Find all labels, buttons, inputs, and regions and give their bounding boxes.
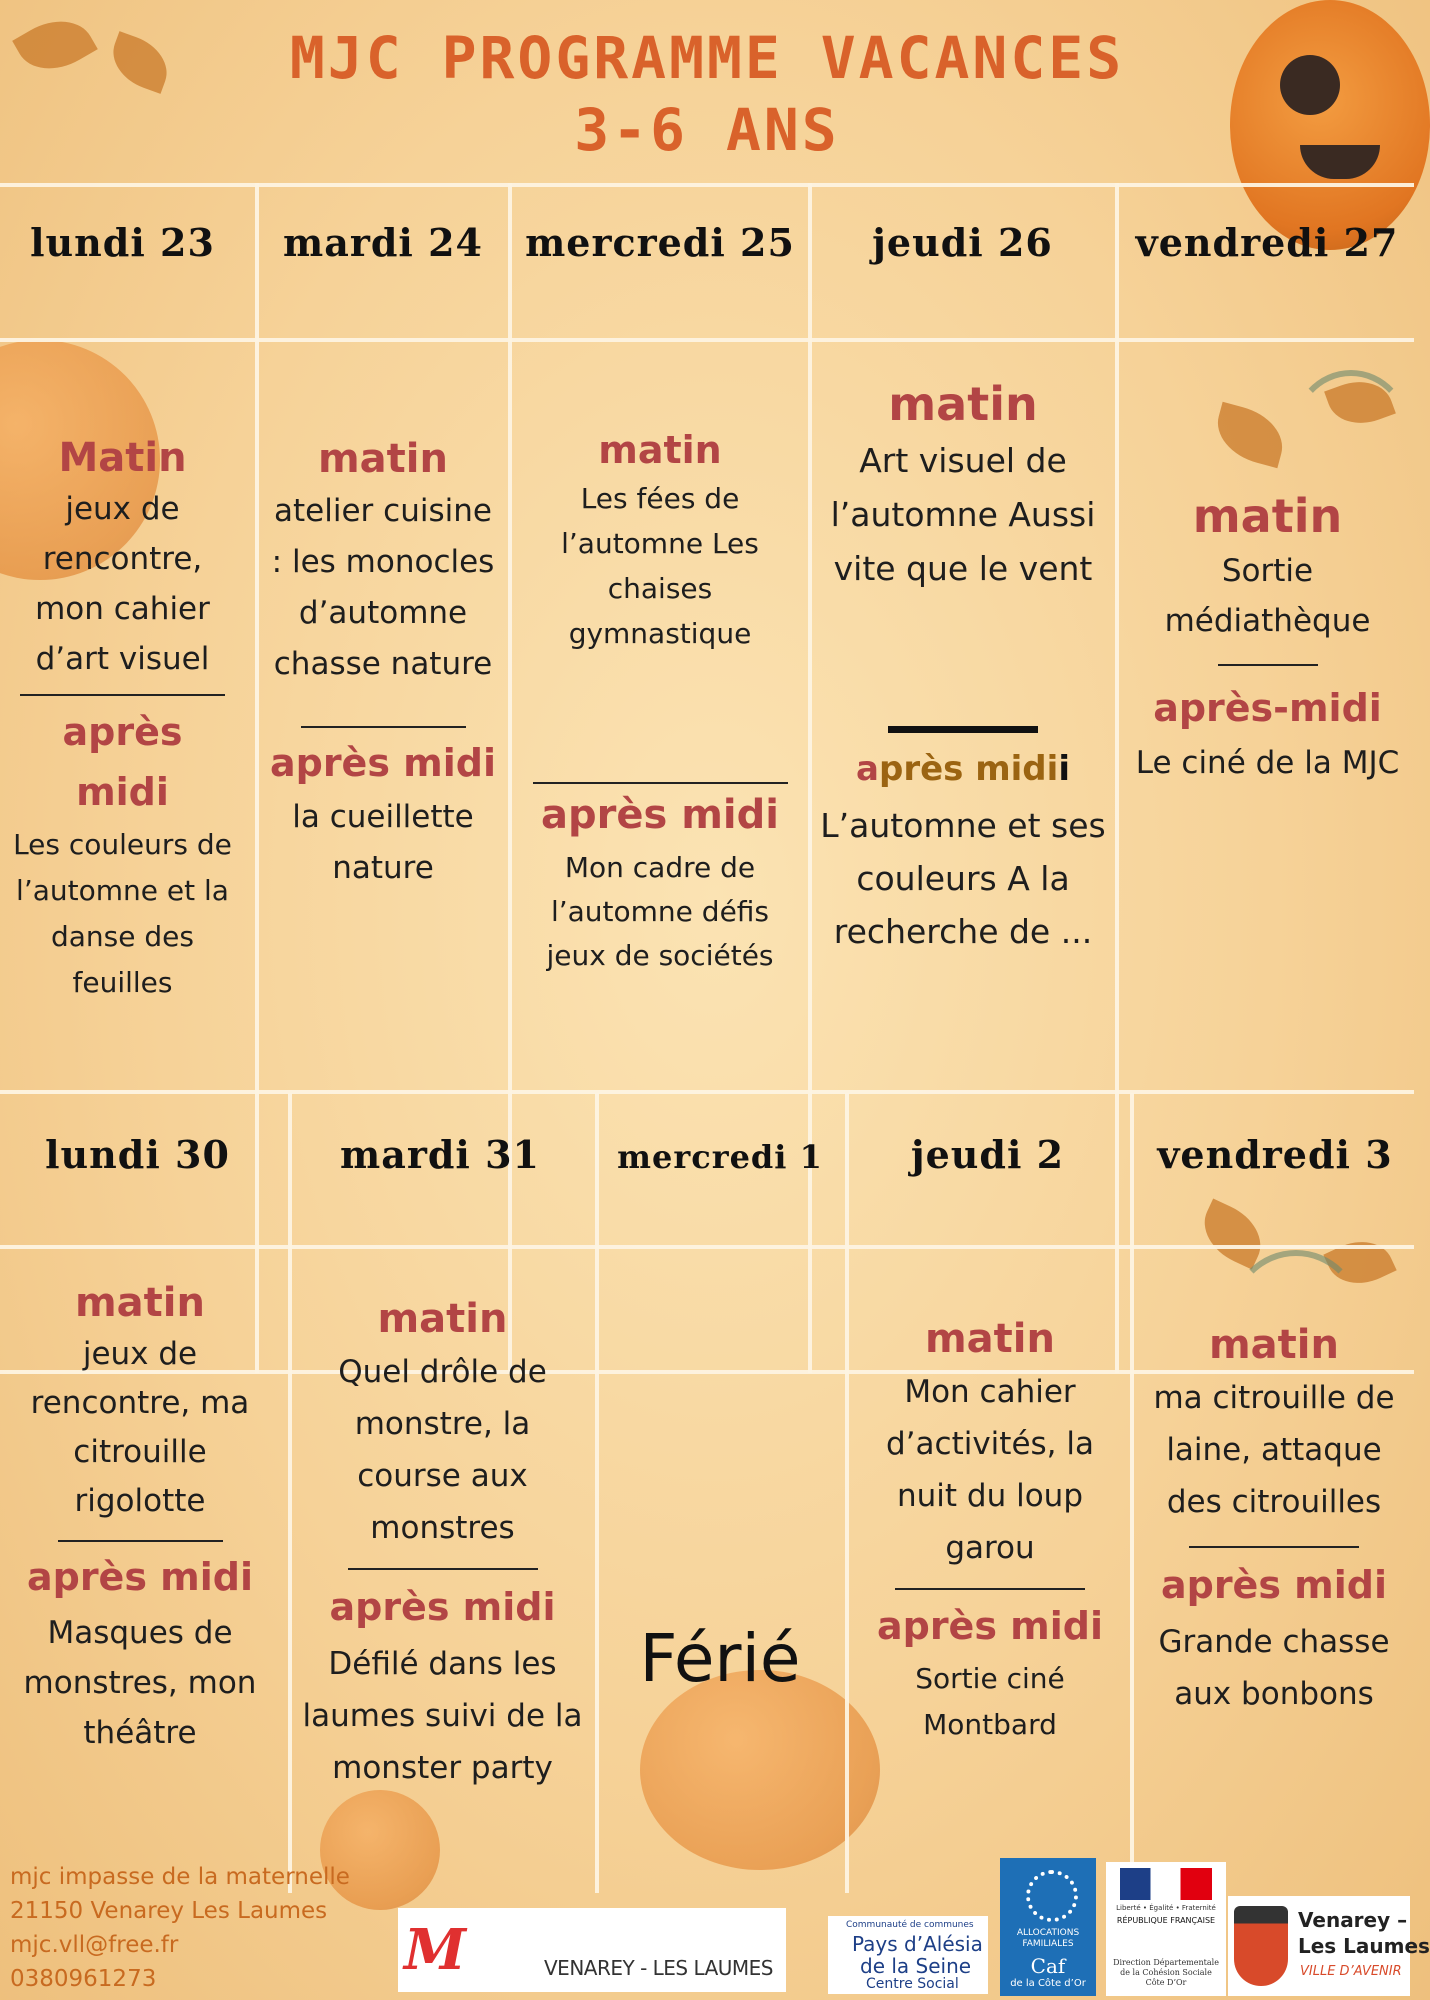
day-header-lundi-23: lundi 23 bbox=[30, 220, 215, 265]
afternoon-heading-part: i bbox=[1058, 749, 1070, 789]
caf-main-text: Caf bbox=[1030, 1954, 1066, 1978]
caf-top-text: ALLOCATIONS FAMILIALES bbox=[1016, 1928, 1080, 1949]
contact-city: 21150 Venarey Les Laumes bbox=[10, 1898, 328, 1924]
grid-line bbox=[0, 1090, 1414, 1094]
activity-cell-mardi-31 bbox=[300, 1292, 585, 1794]
contact-phone: 0380961273 bbox=[10, 1966, 157, 1992]
afternoon-activity: L’automne et ses couleurs A la recherche de ... bbox=[820, 806, 1106, 951]
morning-activity: Art visuel de l’automne Aussi vite que le vent bbox=[830, 441, 1096, 588]
ville-name-line-2: Les Laumes bbox=[1298, 1934, 1430, 1958]
afternoon-heading: après midi bbox=[541, 792, 779, 838]
morning-heading: matin bbox=[1209, 1322, 1339, 1368]
rf-name: RÉPUBLIQUE FRANÇAISE bbox=[1116, 1916, 1216, 1925]
mjc-logo bbox=[398, 1908, 786, 1992]
rf-dept: Direction Départementale de la Cohésion Sociale Côte D’Or bbox=[1113, 1958, 1219, 1987]
pumpkin-decoration-bottom bbox=[640, 1670, 880, 1870]
grid-line bbox=[255, 183, 259, 1093]
morning-activity: Mon cahier d’activités, la nuit du loup garou bbox=[886, 1374, 1094, 1566]
separator bbox=[348, 1568, 538, 1570]
separator bbox=[1218, 664, 1318, 666]
republique-francaise-logo bbox=[1106, 1862, 1226, 1996]
day-header-vendredi-27: vendredi 27 bbox=[1135, 220, 1399, 265]
morning-heading: matin bbox=[75, 1280, 205, 1326]
activity-cell-lundi-30 bbox=[5, 1276, 275, 1758]
grid-line bbox=[595, 1093, 599, 1893]
afternoon-heading-part: près midi bbox=[878, 749, 1059, 789]
morning-activity: ma citrouille de laine, attaque des citrouilles bbox=[1153, 1380, 1395, 1520]
afternoon-heading: après midi bbox=[269, 741, 497, 785]
separator bbox=[301, 726, 466, 728]
contact-email[interactable]: mjc.vll@free.fr bbox=[10, 1932, 179, 1958]
afternoon-heading: après midi bbox=[62, 710, 183, 814]
activity-cell-mardi-24 bbox=[268, 432, 498, 894]
grid-line bbox=[288, 1093, 292, 1893]
grid-line bbox=[0, 1245, 1414, 1249]
separator bbox=[20, 694, 225, 696]
vine-decoration bbox=[1290, 370, 1412, 502]
grid-line bbox=[1115, 183, 1119, 1093]
afternoon-heading: après midi bbox=[1160, 1563, 1388, 1607]
separator bbox=[895, 1588, 1085, 1590]
grid-line bbox=[0, 338, 1414, 342]
morning-activity: Sortie médiathèque bbox=[1164, 553, 1371, 639]
contact-info bbox=[10, 1860, 350, 1996]
page-title bbox=[0, 22, 1414, 166]
grid-line bbox=[508, 183, 512, 1093]
afternoon-heading: après-midi bbox=[1153, 686, 1382, 730]
afternoon-activity: Défilé dans les laumes suivi de la monster party bbox=[302, 1646, 583, 1786]
afternoon-heading: après midi bbox=[876, 1604, 1104, 1648]
morning-heading: Matin bbox=[58, 435, 187, 481]
ville-name-line-1: Venarey – bbox=[1298, 1908, 1408, 1932]
caf-logo bbox=[1000, 1858, 1096, 1996]
afternoon-activity: Mon cadre de l’automne défis jeux de sociétés bbox=[546, 851, 774, 972]
morning-activity: atelier cuisine : les monocles d’automne chasse nature bbox=[271, 493, 495, 682]
activity-cell-lundi-23 bbox=[10, 432, 235, 1006]
day-header-vendredi-3: vendredi 3 bbox=[1157, 1132, 1393, 1177]
separator bbox=[1189, 1546, 1359, 1548]
activity-cell-vendredi-3 bbox=[1140, 1318, 1408, 1720]
morning-activity: jeux de rencontre, mon cahier d’art visuel bbox=[35, 491, 210, 677]
afternoon-heading-part: a bbox=[856, 749, 879, 789]
coat-of-arms-icon bbox=[1234, 1906, 1288, 1986]
separator bbox=[888, 726, 1038, 733]
morning-heading: matin bbox=[318, 436, 448, 482]
leaf-icon bbox=[1210, 402, 1291, 468]
afternoon-activity: Grande chasse aux bonbons bbox=[1158, 1624, 1390, 1712]
morning-heading: matin bbox=[925, 1316, 1055, 1362]
day-header-mercredi-25: mercredi 25 bbox=[525, 220, 795, 265]
afternoon-activity: la cueillette nature bbox=[292, 799, 474, 886]
day-header-mardi-24: mardi 24 bbox=[283, 220, 483, 265]
afternoon-heading bbox=[818, 739, 1108, 799]
day-header-lundi-30: lundi 30 bbox=[45, 1132, 230, 1177]
alesia-main-text-2: de la Seine bbox=[860, 1954, 972, 1978]
afternoon-heading: après midi bbox=[329, 1585, 556, 1629]
morning-activity: Quel drôle de monstre, la course aux monstres bbox=[338, 1354, 547, 1546]
contact-address: mjc impasse de la maternelle bbox=[10, 1864, 350, 1890]
alesia-small-text: Communauté de communes bbox=[846, 1920, 974, 1930]
caf-sub-text: de la Côte d’Or bbox=[1010, 1978, 1086, 1989]
separator bbox=[58, 1540, 223, 1542]
alesia-sub-text: Centre Social bbox=[866, 1976, 959, 1992]
mjc-logo-mark: M bbox=[404, 1917, 466, 1983]
grid-line bbox=[808, 1093, 812, 1373]
activity-cell-mercredi-25 bbox=[525, 424, 795, 978]
day-header-jeudi-2: jeudi 2 bbox=[910, 1132, 1065, 1177]
morning-heading: matin bbox=[598, 428, 722, 472]
afternoon-heading: après midi bbox=[26, 1555, 254, 1599]
morning-heading: matin bbox=[888, 377, 1038, 431]
venarey-ville-logo bbox=[1228, 1896, 1430, 1996]
grid-line bbox=[1130, 1093, 1134, 1893]
afternoon-activity: Le ciné de la MJC bbox=[1135, 745, 1400, 781]
grid-line bbox=[808, 183, 812, 1093]
morning-heading: matin bbox=[377, 1296, 508, 1342]
day-header-jeudi-26: jeudi 26 bbox=[872, 220, 1053, 265]
ferie-label: Férié bbox=[639, 1620, 801, 1697]
day-header-mardi-31: mardi 31 bbox=[340, 1132, 540, 1177]
leaf-icon bbox=[1193, 1199, 1272, 1270]
activity-cell-jeudi-26 bbox=[818, 374, 1108, 958]
mjc-logo-text: VENAREY - LES LAUMES bbox=[544, 1956, 773, 1980]
ville-slogan: VILLE D’AVENIR bbox=[1300, 1964, 1402, 1979]
afternoon-activity: Sortie ciné Montbard bbox=[915, 1662, 1065, 1741]
grid-line bbox=[0, 183, 1414, 187]
morning-heading: matin bbox=[1192, 489, 1343, 543]
title-line-1: MJC PROGRAMME VACANCES bbox=[289, 24, 1125, 92]
pays-alesia-logo bbox=[828, 1916, 988, 1994]
afternoon-activity: Les couleurs de l’automne et la danse des feuilles bbox=[13, 828, 232, 999]
activity-cell-jeudi-2 bbox=[855, 1312, 1125, 1748]
title-line-2: 3-6 ANS bbox=[574, 96, 840, 164]
alesia-main-text: Pays d’Alésia bbox=[852, 1932, 983, 1956]
rf-motto: Liberté • Égalité • Fraternité bbox=[1116, 1904, 1216, 1912]
grid-line bbox=[845, 1093, 849, 1893]
activity-cell-vendredi-27 bbox=[1125, 486, 1410, 789]
day-header-mercredi-1: mercredi 1 bbox=[617, 1138, 823, 1176]
afternoon-activity: Masques de monstres, mon théâtre bbox=[23, 1615, 257, 1751]
morning-activity: jeux de rencontre, ma citrouille rigolotte bbox=[30, 1336, 250, 1519]
caf-emblem-icon bbox=[1026, 1870, 1078, 1922]
marianne-flag-icon bbox=[1120, 1868, 1212, 1900]
morning-activity: Les fées de l’automne Les chaises gymnastique bbox=[561, 482, 759, 650]
